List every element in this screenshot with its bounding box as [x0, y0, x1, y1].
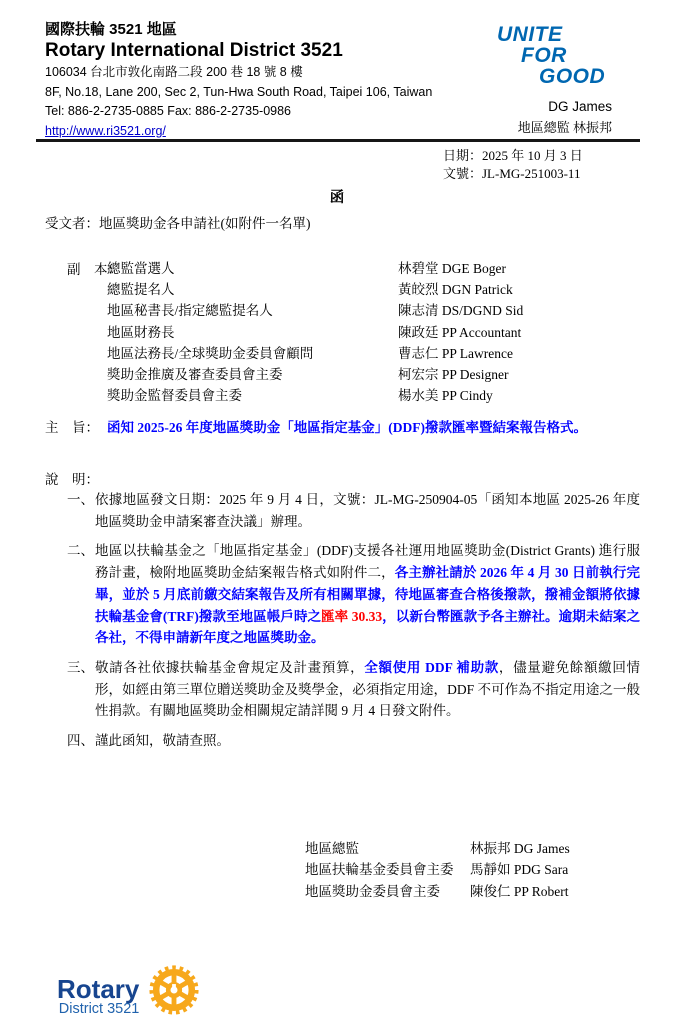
text-segment-black: 敬請各社依據扶輪基金會規定及計畫預算， — [95, 659, 365, 675]
text-segment-red: 匯率 30.33 — [321, 608, 383, 624]
address-en: 8F, No.18, Lane 200, Sec 2, Tun-Hwa South Road, Taipei 106, Taiwan — [45, 84, 433, 99]
signature-row — [305, 859, 569, 880]
org-name-zh: 國際扶輪 3521 地區 — [45, 21, 177, 38]
cc-row — [107, 300, 640, 321]
district-label: District 3521 — [58, 1001, 140, 1017]
item-text — [95, 543, 640, 645]
signature-title: 地區扶輪基金委員會主委 — [305, 862, 454, 878]
text-segment-blue: 全額使用 DDF 補助款 — [364, 659, 499, 675]
org-name-en: Rotary International District 3521 — [45, 40, 343, 61]
cc-name: 陳政廷 PP Accountant — [398, 324, 522, 340]
text-segment-black: 依據地區發文日期：2025 年 9 月 4 日，文號：JL-MG-250904-05「函知本地區 2025-26 年度地區獎助金申請案審查決議」辦理。 — [95, 492, 640, 529]
cc-title: 總監提名人 — [107, 282, 175, 298]
item-text — [95, 733, 230, 748]
governor-name-zh: 地區總監 林振邦 — [517, 120, 612, 135]
item-number: 二、 — [67, 543, 94, 559]
subject-text: 函知 2025-26 年度地區獎助金「地區指定基金」(DDF)撥款匯率暨結案報告格式。 — [107, 420, 587, 435]
cc-label: 副 本： — [67, 262, 121, 277]
cc-title: 地區財務長 — [107, 324, 175, 340]
signature-row — [305, 838, 570, 859]
cc-title: 地區秘書長/指定總監提名人 — [107, 303, 273, 319]
explanation-label: 說 明： — [45, 472, 99, 487]
item-number: 四、 — [67, 733, 94, 749]
date-line: 日期：2025 年 10 月 3 日 — [443, 148, 583, 163]
slogan-line-3: GOOD — [539, 65, 606, 88]
signature-name: 林振邦 DG James — [470, 841, 570, 856]
rotary-wheel-icon — [147, 963, 201, 1022]
address-zh: 106034 台北市敦化南路二段 200 巷 18 號 8 樓 — [45, 65, 303, 79]
signature-name: 馬靜如 PDG Sara — [470, 862, 569, 878]
cc-name: 林碧堂 DGE Boger — [398, 261, 506, 276]
doc-meta — [443, 147, 583, 182]
subject-label: 主 旨： — [45, 420, 99, 435]
cc-rows — [107, 258, 640, 406]
explanation-item — [45, 657, 640, 722]
text-segment-black: 謹此函知，敬請查照。 — [95, 733, 230, 749]
text-segment-black: 地區以扶輪基金之「地區指定基金」(DDF)支援各社運用地區獎助金(District Grants) 進行服務計畫，檢附地區獎助金結案報告格式如附件二， — [95, 543, 640, 581]
cc-title: 地區法務長/全球獎助金委員會顧問 — [107, 345, 314, 361]
governor-block — [518, 97, 612, 139]
item-number: 一、 — [67, 492, 94, 507]
signature-block — [305, 838, 570, 902]
header-divider — [36, 139, 640, 142]
recipient-line: 受文者：地區獎助金各申請社(如附件一名單) — [45, 216, 311, 231]
subject-block — [45, 417, 640, 439]
cc-row — [107, 385, 640, 406]
cc-name: 曹志仁 PP Lawrence — [398, 345, 513, 361]
governor-name-en: DG James — [548, 99, 612, 114]
cc-row — [107, 322, 640, 343]
explanation-item — [45, 730, 640, 752]
item-number: 三、 — [67, 659, 94, 675]
rotary-wordmark: Rotary — [57, 974, 140, 1004]
signature-title: 地區獎助金委員會主委 — [305, 883, 440, 899]
cc-name: 黃皎烈 DGN Patrick — [398, 282, 513, 298]
cc-name: 陳志清 DS/DGND Sid — [398, 303, 524, 319]
tel-fax-line: Tel: 886-2-2735-0885 Fax: 886-2-2735-0986 — [45, 104, 292, 118]
cc-row — [107, 279, 640, 300]
cc-name: 楊水美 PP Cindy — [398, 388, 493, 404]
unite-for-good-slogan — [497, 24, 605, 87]
text-segment-blue: 各主辦社請於 2026 年 4 月 30 日前執行完畢，並於 5 月底前繳交結案報告及所有相關單據，待地區審查合格後撥款，撥補金額將依據扶輪基金會(TRF)撥款至地區帳戶時之 — [95, 565, 640, 624]
cc-name: 柯宏宗 PP Designer — [398, 366, 509, 382]
footer-brand-text — [57, 974, 140, 1018]
explanation-item — [45, 540, 640, 649]
item-text — [95, 492, 640, 529]
signature-title: 地區總監 — [305, 841, 359, 856]
slogan-line-1: UNITE — [497, 23, 563, 46]
cc-title: 總監當選人 — [107, 261, 175, 276]
explanation-item — [45, 489, 640, 532]
item-text — [95, 660, 640, 718]
signature-row — [305, 881, 569, 902]
cc-row — [107, 364, 640, 385]
footer-logo — [57, 963, 201, 1019]
letterhead — [45, 20, 432, 141]
explanation-items — [45, 489, 640, 760]
document-title: 函 — [329, 190, 346, 206]
slogan-line-2: FOR — [521, 44, 567, 67]
cc-row — [107, 258, 640, 279]
text-segment-black: ，儘量避免餘額繳回情形，如經由第三單位贈送獎助金及獎學金，必須指定用途，DDF 不可作為不指定用途之一般性捐款。有關地區獎助金相關規定請詳閱 9 月 4 日發文附件。 — [95, 659, 641, 719]
doc-number-line: 文號：JL-MG-251003-11 — [443, 165, 581, 181]
text-segment-blue: ，以新台幣匯款予各主辦社。逾期未結案之各社，不得申請新年度之地區獎助金。 — [95, 608, 641, 646]
cc-row — [107, 343, 640, 364]
cc-title: 獎助金推廣及審查委員會主委 — [107, 366, 283, 382]
cc-title: 獎助金監督委員會主委 — [107, 388, 242, 404]
signature-name: 陳俊仁 PP Robert — [470, 883, 569, 899]
website-link[interactable]: http://www.ri3521.org/ — [45, 123, 166, 138]
